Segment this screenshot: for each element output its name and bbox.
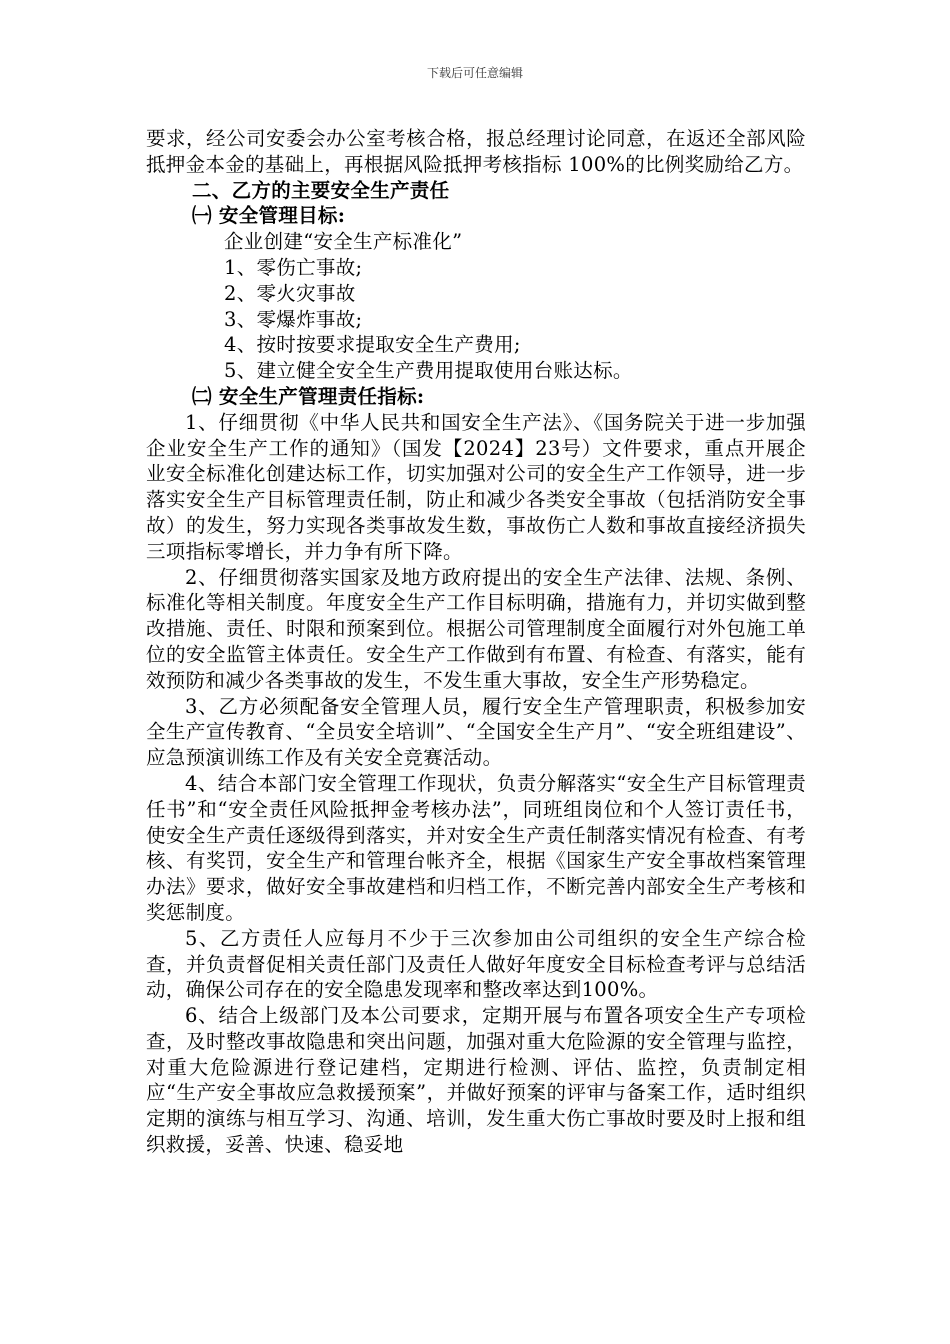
paragraph: 6、结合上级部门及本公司要求，定期开展与布置各项安全生产专项检查，及时整改事故隐患和突出问题，加强对重大危险源的安全管理与监控，对重大危险源进行登记建档，定期进行检测、评估、监控，负责制定相应“生产安全事故应急救援预案”，并做好预案的评审与备案工作，适时组织定期的演练与相互学习、沟通、培训，发生重大伤亡事故时要及时上报和组织救援，妥善、快速、稳妥地 [146,1004,806,1157]
goal-item: 1、零伤亡事故; [224,255,363,279]
goal-item: 4、按时按要求提取安全生产费用; [224,333,521,357]
page-header: 下载后可任意编辑 [426,66,523,80]
paragraph: 1、仔细贯彻《中华人民共和国安全生产法》、《国务院关于进一步加强企业安全生产工作的通知》（国发【2024】23号）文件要求，重点开展企业安全标准化创建达标工作，切实加强对公司的安全生产工作领导，进一步落实安全生产目标管理责任制，防止和减少各类安全事故（包括消防安全事故）的发生，努力实现各类事故发生数，事故伤亡人数和事故直接经济损失三项指标零增长，并力争有所下降。 [146,410,806,563]
subsection-heading-2: ㈡ 安全生产管理责任指标: [192,384,425,408]
paragraph: 3、乙方必须配备安全管理人员，履行安全生产管理职责，积极参加安全生产宣传教育、“全员安全培训”、“全国安全生产月”、“安全班组建设”、应急预演训练工作及有关安全竞赛活动。 [146,694,806,770]
section-heading: 二、乙方的主要安全生产责任 [192,178,450,202]
goal-item: 2、零火灾事故 [224,281,356,305]
document-body [146,126,806,1158]
paragraph: 4、结合本部门安全管理工作现状，负责分解落实“安全生产目标管理责任书”和“安全责任风险抵押金考核办法”，同班组岗位和个人签订责任书，使安全生产责任逐级得到落实，并对安全生产责任制落实情况有检查、有考核、有奖罚，安全生产和管理台帐齐全，根据《国家生产安全事故档案管理办法》要求，做好安全事故建档和归档工作，不断完善内部安全生产考核和奖惩制度。 [146,771,806,924]
subsection-heading-1: ㈠ 安全管理目标: [192,204,346,228]
paragraph: 5、乙方责任人应每月不少于三次参加由公司组织的安全生产综合检查，并负责督促相关责任部门及责任人做好年度安全目标检查考评与总结活动，确保公司存在的安全隐患发现率和整改率达到100%。 [146,926,806,1002]
paragraph: 2、仔细贯彻落实国家及地方政府提出的安全生产法律、法规、条例、标准化等相关制度。年度安全生产工作目标明确，措施有力，并切实做到整改措施、责任、时限和预案到位。根据公司管理制度全面履行对外包施工单位的安全监管主体责任。安全生产工作做到有布置、有检查、有落实，能有效预防和减少各类事故的发生，不发生重大事故，安全生产形势稳定。 [146,565,806,692]
goal-item: 3、零爆炸事故; [224,307,363,331]
goal-item: 5、建立健全安全生产费用提取使用台账达标。 [224,359,633,383]
intro-paragraph: 要求，经公司安委会办公室考核合格，报总经理讨论同意，在返还全部风险抵押金本金的基础上，再根据风险抵押考核指标 100%的比例奖励给乙方。 [146,127,806,176]
goal-intro: 企业创建“安全生产标准化” [224,230,463,254]
